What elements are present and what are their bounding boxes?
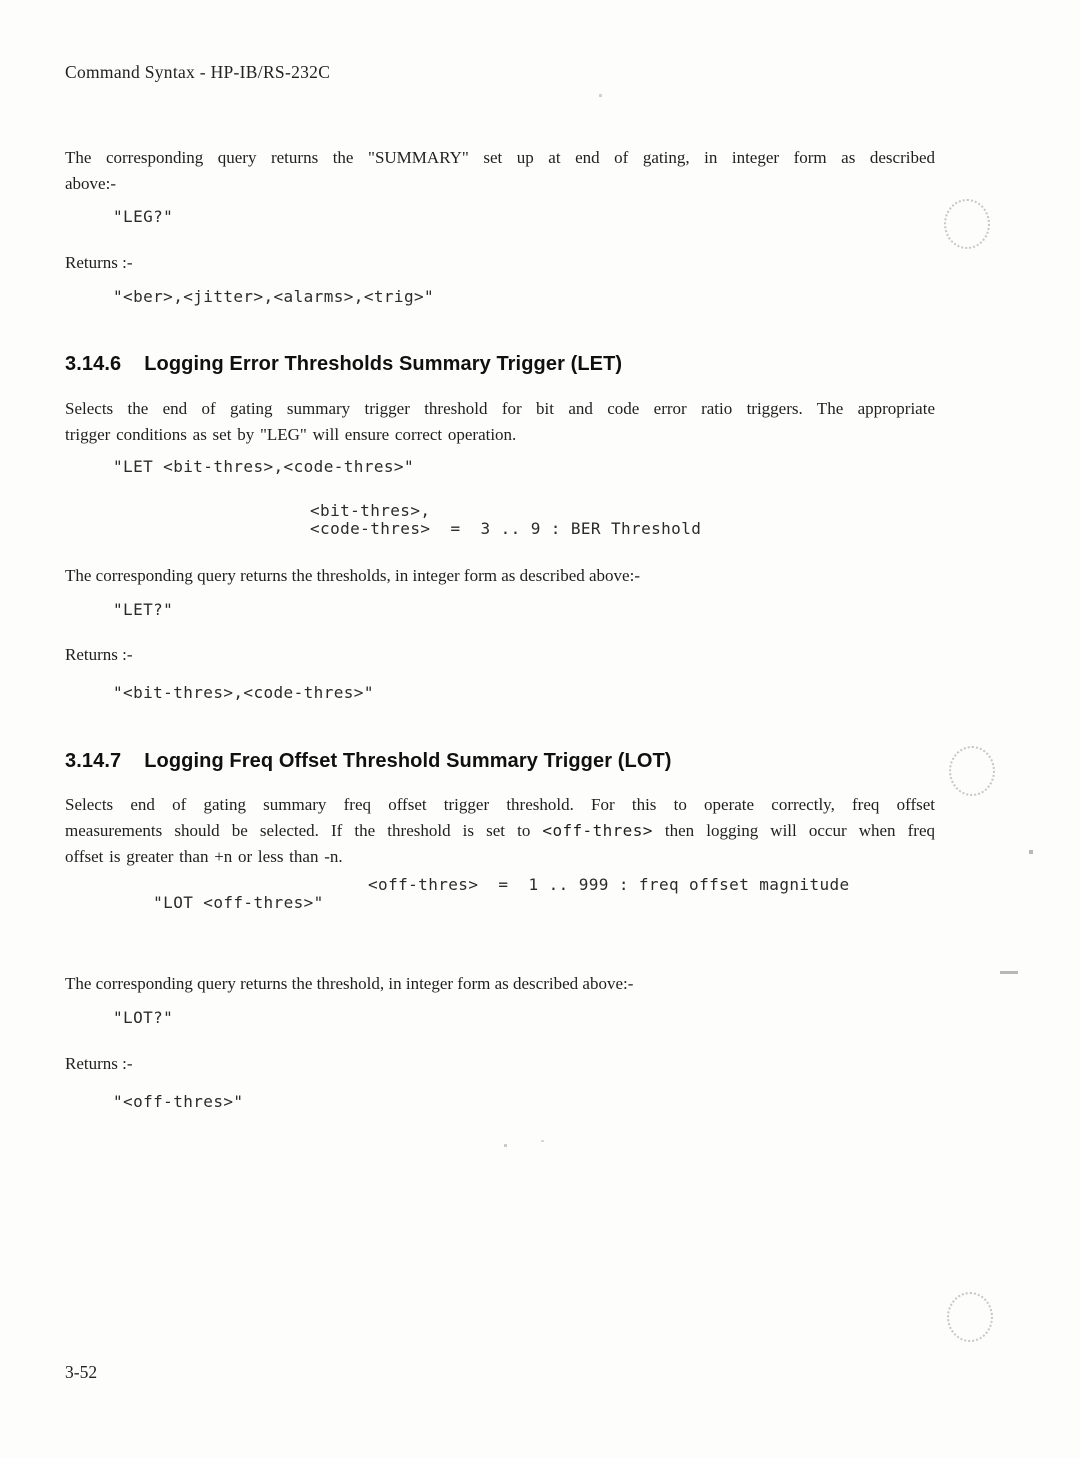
scan-artifact-dash [1000,971,1018,974]
paragraph-line: above:- [65,174,116,193]
section-heading-lot [65,749,935,773]
inline-code-off-thres: <off-thres> [542,821,653,840]
section-number: 3.14.6 [65,353,122,375]
paragraph-line: trigger conditions as set by "LEG" will ensure correct operation. [65,425,517,444]
scan-artifact-speck [504,1144,507,1147]
command-leg-query: "LEG?" [113,207,174,226]
binder-hole-mark [944,199,990,249]
lot-paragraph [65,792,935,870]
paragraph-line [65,818,935,844]
scan-artifact-speck [1029,850,1033,854]
returns-value-let: "<bit-thres>,<code-thres>" [113,683,374,702]
command-lot-line [113,876,935,948]
returns-label: Returns :- [65,1054,133,1073]
section-title: Logging Error Thresholds Summary Trigger (LET) [144,353,623,375]
returns-label: Returns :- [65,645,133,664]
manual-page [0,62,1080,1383]
paragraph-line: The corresponding query returns the "SUMMARY" set up at end of gating, in integer form as described [65,148,935,167]
binder-hole-mark [949,746,995,796]
let-paragraph [65,396,935,448]
command-lot: "LOT <off-thres>" [153,893,324,912]
section-heading-let [65,352,935,376]
intro-paragraph [65,145,935,197]
section-title: Logging Freq Offset Threshold Summary Trigger (LOT) [144,750,672,772]
lot-query-paragraph: The corresponding query returns the threshold, in integer form as described above:- [65,974,634,993]
returns-value-leg: "<ber>,<jitter>,<alarms>,<trig>" [113,287,435,306]
scan-artifact-speck [541,1140,544,1142]
argument-line: <off-thres> = 1 .. 999 : freq offset magnitude [368,875,850,894]
running-header: Command Syntax - HP-IB/RS-232C [65,62,331,82]
argument-line: <bit-thres>, [310,501,431,520]
paragraph-line: Selects the end of gating summary trigger threshold for bit and code error ratio triggers. The appropriate [65,399,935,418]
paragraph-text: measurements should be selected. If the threshold is set to [65,821,543,840]
let-query-paragraph: The corresponding query returns the thresholds, in integer form as described above:- [65,566,640,585]
command-let: "LET <bit-thres>,<code-thres>" [113,457,414,476]
command-lot-query: "LOT?" [113,1008,174,1027]
paragraph-text: then logging will occur when freq [652,821,935,840]
command-let-query: "LET?" [113,600,174,619]
scan-artifact-speck [599,94,602,97]
returns-label: Returns :- [65,253,133,272]
paragraph-line: Selects end of gating summary freq offset trigger threshold. For this to operate correctly, freq offset [65,795,935,814]
paragraph-line: offset is greater than +n or less than -n. [65,847,343,866]
argument-line: <code-thres> = 3 .. 9 : BER Threshold [310,519,702,538]
binder-hole-mark [947,1292,993,1342]
section-number: 3.14.7 [65,750,122,772]
page-number: 3-52 [65,1362,98,1382]
let-argument-block [65,502,935,538]
returns-value-lot: "<off-thres>" [113,1092,244,1111]
